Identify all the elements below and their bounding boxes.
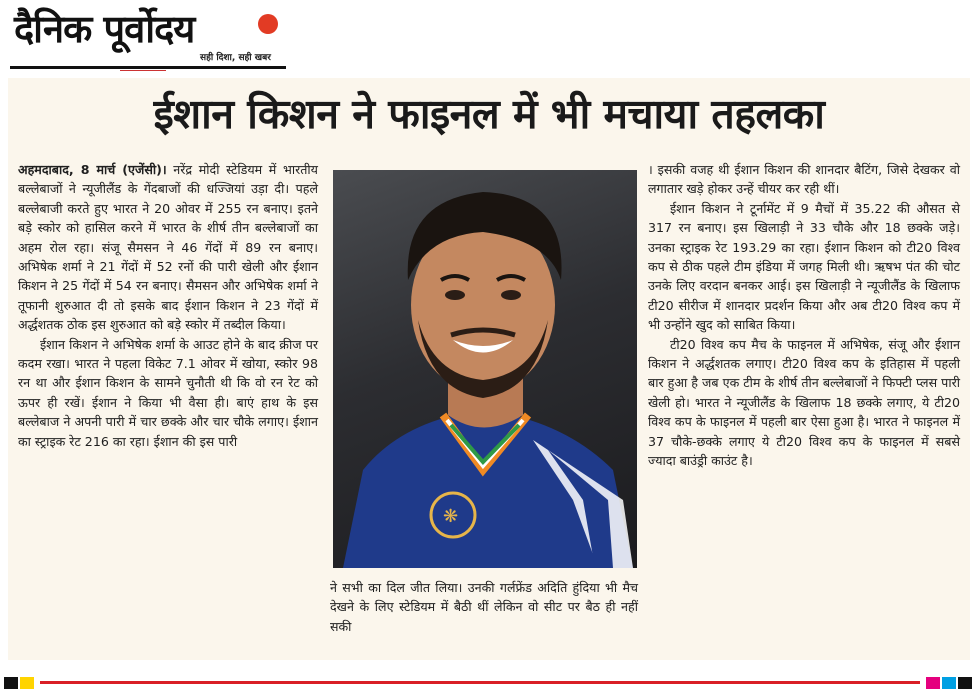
registration-mark <box>942 677 956 689</box>
article-column-2 <box>330 578 638 636</box>
registration-mark <box>4 677 18 689</box>
registration-mark <box>958 677 972 689</box>
article-column-1 <box>18 160 318 451</box>
paragraph-text: नरेंद्र मोदी स्टेडियम में भारतीय बल्लेबाजों ने न्यूजीलैंड के गेंदबाजों की धज्जियां उड़ा दी। पहले बल्लेबाजी करते हुए भारत ने 20 ओवर में 255 रन बनाए। इतने बड़े स्कोर को हासिल करने में भारत के शीर्ष तीन बल्लेबाजों का अहम रोल रहा। संजू सैमसन ने 46 गेंदों में 89 रन बनाए। अभिषेक शर्मा ने 21 गेंदों में 52 रनों की पारी खेली और ईशान किशन ने 25 गेंदों में 54 रन बनाए। सैमसन और अभिषेक शर्मा ने तूफानी शुरुआत दी तो इसके बाद ईशान किशन ने 23 गेंदों में अर्द्धशतक ठोक इस शुरुआत को बड़े स्कोर में तब्दील किया। <box>18 162 318 333</box>
masthead <box>0 0 978 74</box>
cricketer-portrait-icon <box>333 170 637 568</box>
paragraph: टी20 विश्व कप मैच के फाइनल में अभिषेक, संजू और ईशान किशन ने अर्द्धशतक लगाए। टी20 विश्व कप के इतिहास में पहली बार हुआ है जब एक टीम के शीर्ष तीन बल्लेबाजों ने फिफ्टी प्लस पारी खेली हो। भारत ने न्यूजीलैंड के खिलाफ 18 छक्के लगाए, ये टी20 विश्व कप के फाइनल में पहली बार ऐसा हुआ है। भारत ने फाइनल में 37 चौके-छक्के लगाए ये टी20 विश्व कप के फाइनल में सबसे ज्यादा बाउंड्री काउंट है। <box>648 336 960 469</box>
headline: ईशान किशन ने फाइनल में भी मचाया तहलका <box>153 90 825 138</box>
logo-sun-icon <box>258 14 278 34</box>
masthead-rule <box>10 66 286 69</box>
svg-text:❋: ❋ <box>443 506 459 527</box>
masthead-subrule <box>120 70 166 71</box>
print-registration-bar <box>0 675 978 691</box>
newspaper-logo: दैनिक पूर्वोदय <box>14 7 195 51</box>
registration-mark <box>20 677 34 689</box>
registration-mark <box>926 677 940 689</box>
article-column-3 <box>648 160 960 471</box>
paragraph: ने सभी का दिल जीत लिया। उनकी गर्लफ्रेंड अदिति हुंदिया भी मैच देखने के लिए स्टेडियम में बैठी थीं लेकिन वो सीट पर बैठ ही नहीं सकी <box>330 580 638 634</box>
paragraph: ईशान किशन ने अभिषेक शर्मा के आउट होने के बाद क्रीज पर कदम रखा। भारत ने पहला विकेट 7.1 ओवर में खोया, स्कोर 98 रन था और ईशान किशन के सामने चुनौती थी कि वो रन रेट को ऊपर ही रखें। ईशान ने किया भी वैसा ही। बाएं हाथ के इस बल्लेबाज ने अपनी पारी में चार छक्के और चार चौके लगाए। ईशान का स्ट्राइक रेट 216 का रहा। ईशान की इस पारी <box>18 336 318 449</box>
tagline: सही दिशा, सही खबर <box>200 53 271 63</box>
paragraph <box>18 160 318 335</box>
paragraph: । इसकी वजह थी ईशान किशन की शानदार बैटिंग, जिसे देखकर वो लगातार खड़े होकर उन्हें चीयर कर रही थीं। <box>648 162 960 197</box>
news-clipping <box>8 78 970 660</box>
player-photo <box>333 170 637 568</box>
paragraph: ईशान किशन ने टूर्नामेंट में 9 मैचों में 35.22 की औसत से 317 रन बनाए। इस खिलाड़ी ने 33 चौके और 18 छक्के जड़े। उनका स्ट्राइक रेट 193.29 का रहा। ईशान किशन को टी20 विश्व कप से ठीक पहले टीम इंडिया में जगह मिली थी। ऋषभ पंत की चोट उनके लिए वरदान बनकर आई। इस खिलाड़ी ने न्यूजीलैंड के खिलाफ टी20 सीरीज में शानदार प्रदर्शन किया और अब टी20 विश्व कप में भी उन्होंने खुद को साबित किया। <box>648 200 960 333</box>
dateline: अहमदाबाद, 8 मार्च (एजेंसी)। <box>18 162 167 177</box>
footer-rule <box>40 681 920 684</box>
